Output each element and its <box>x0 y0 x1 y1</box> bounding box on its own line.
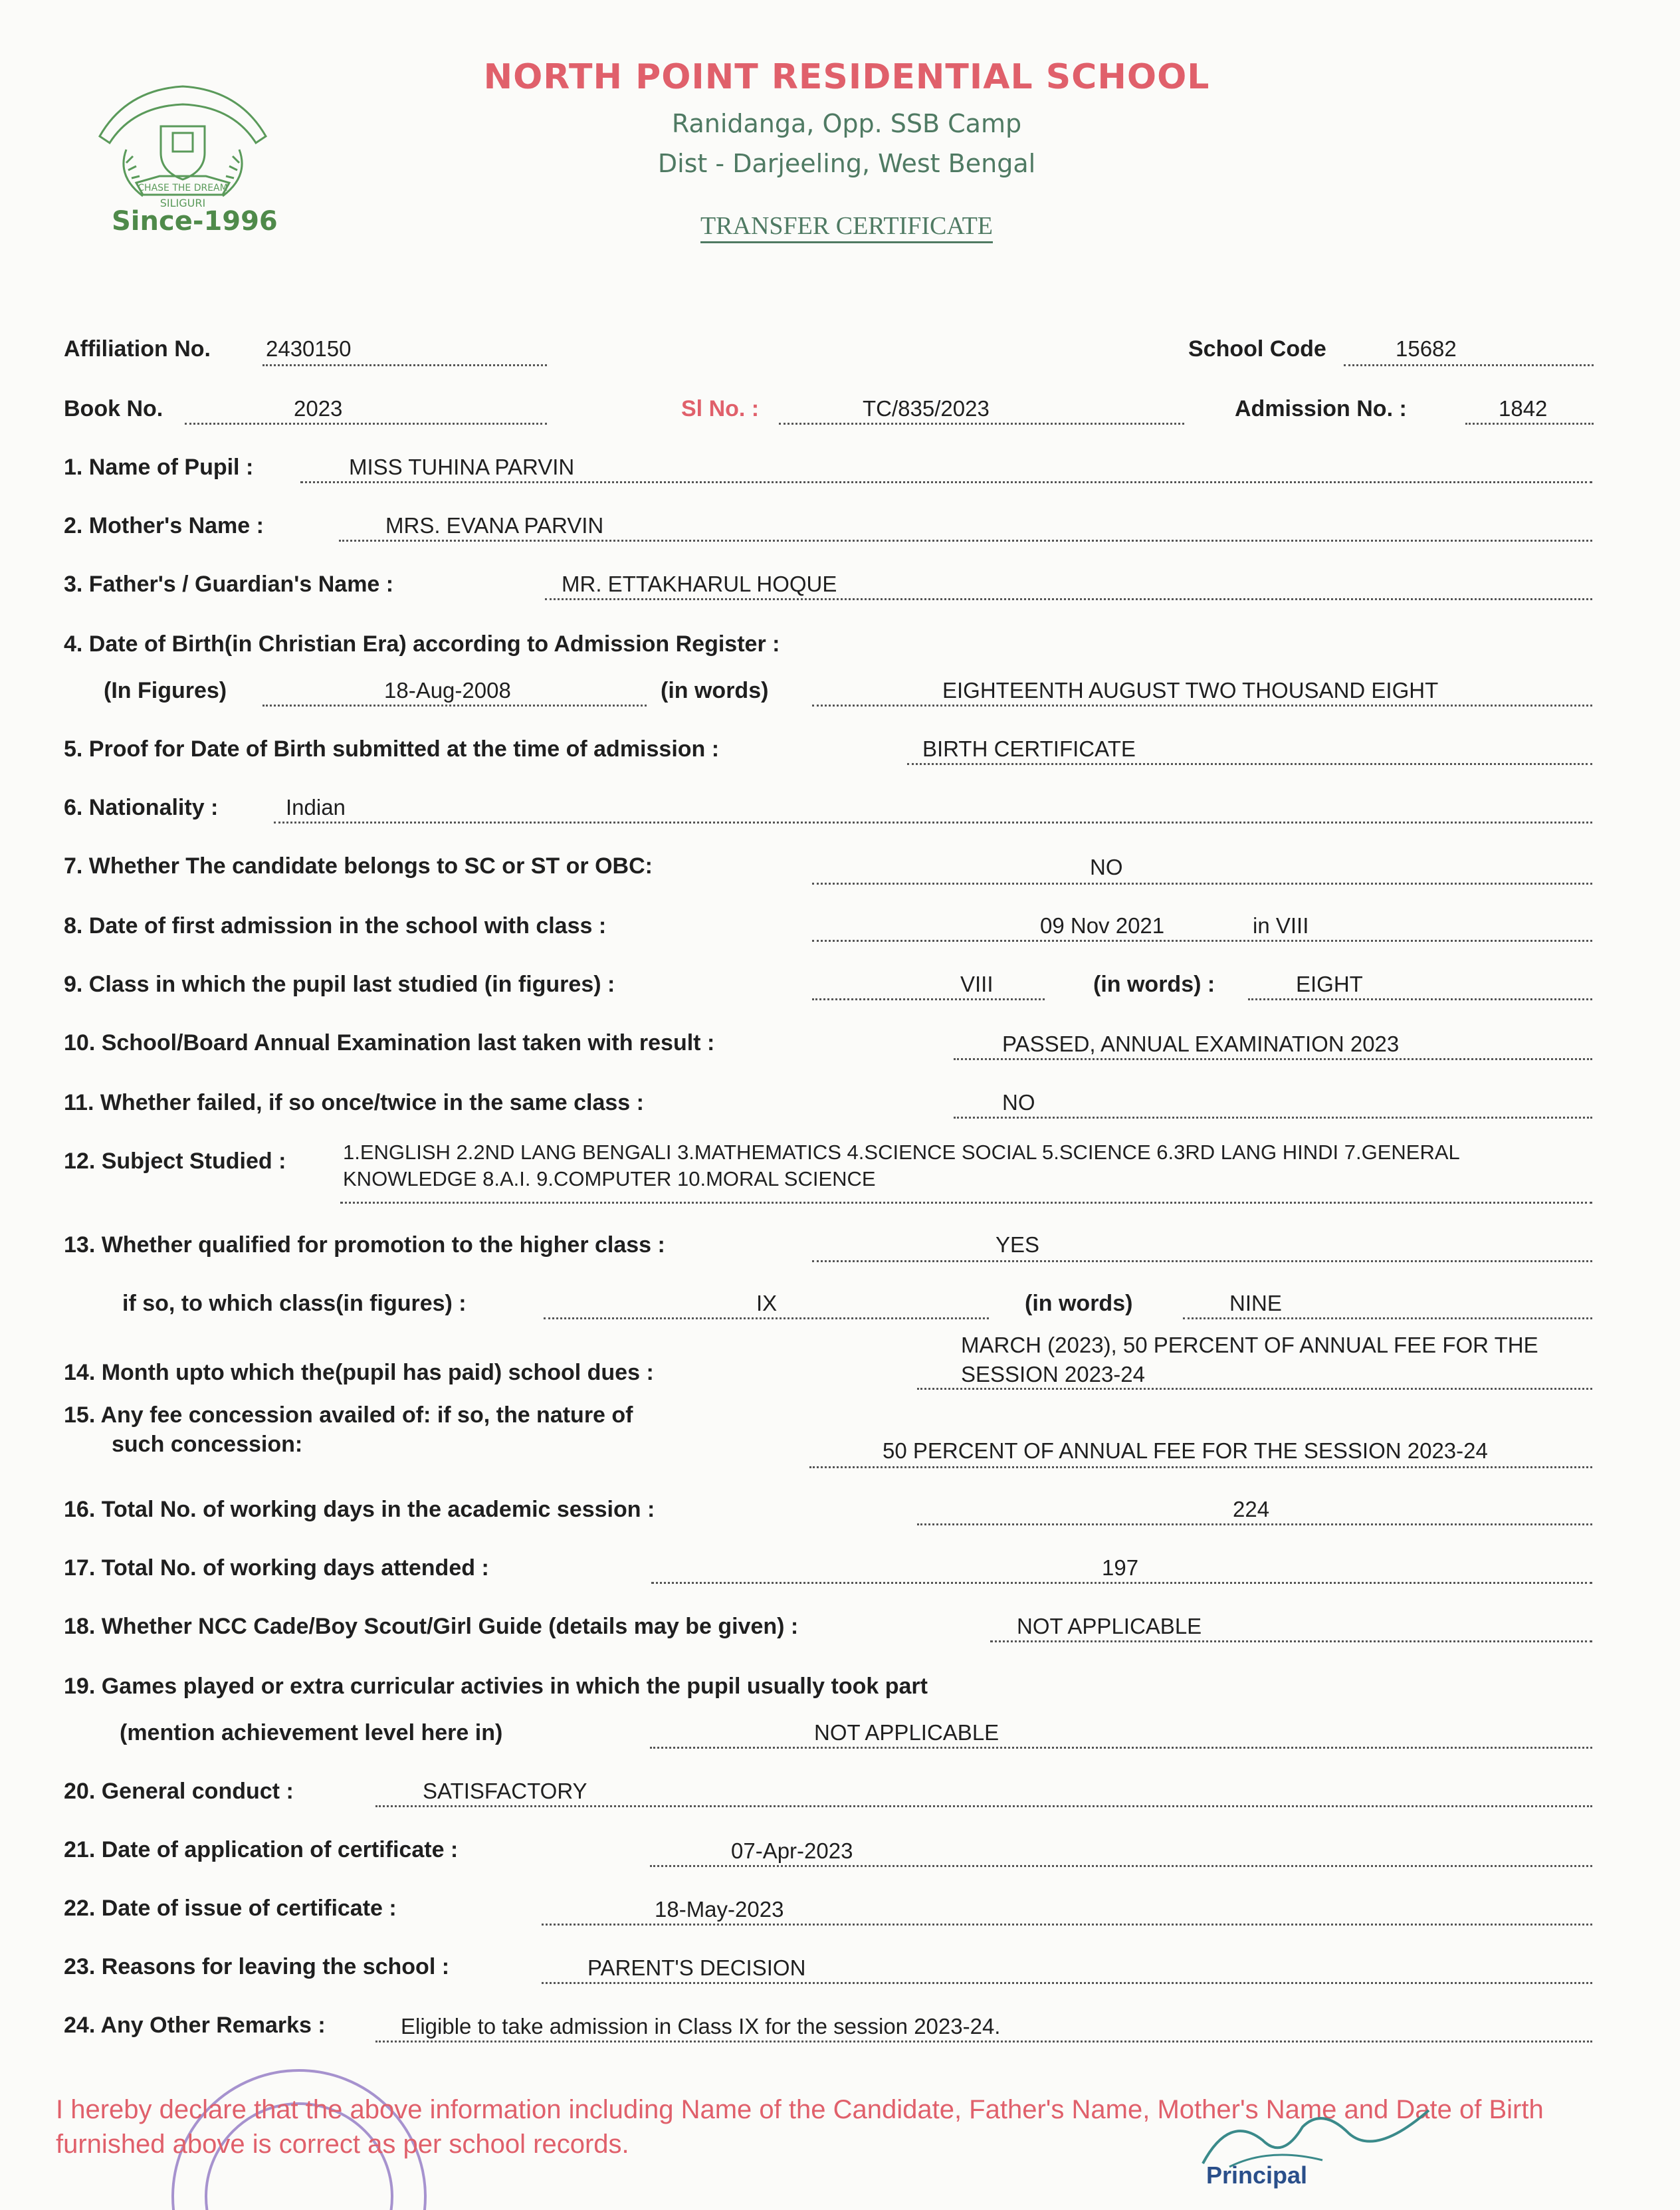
field-19b-label: (mention achievement level here in) <box>120 1720 503 1745</box>
field-13b-words-label: (in words) <box>1025 1291 1133 1316</box>
logo-city: SILIGURI <box>159 197 206 209</box>
field-7-line <box>812 883 1592 885</box>
school-name: NORTH POINT RESIDENTIAL SCHOOL <box>483 57 1210 97</box>
field-19-label: 19. Games played or extra curricular activies in which the pupil usually took part <box>64 1674 928 1699</box>
field-23-value: PARENT'S DECISION <box>587 1955 806 1980</box>
field-9-words: EIGHT <box>1296 972 1363 996</box>
field-17-line <box>651 1582 1592 1584</box>
field-4-figures-value: 18-Aug-2008 <box>384 678 511 703</box>
admission-label: Admission No. : <box>1235 396 1407 421</box>
field-19-value: NOT APPLICABLE <box>814 1720 999 1745</box>
field-14-label: 14. Month upto which the(pupil has paid) school dues : <box>64 1360 654 1385</box>
field-1-value: MISS TUHINA PARVIN <box>349 455 575 479</box>
sl-value: TC/835/2023 <box>863 396 990 421</box>
field-12-label: 12. Subject Studied : <box>64 1149 286 1174</box>
field-16-value: 224 <box>1233 1497 1270 1521</box>
field-19-line <box>650 1747 1592 1749</box>
field-18-label: 18. Whether NCC Cade/Boy Scout/Girl Guide (details may be given) : <box>64 1614 799 1639</box>
field-22-label: 22. Date of issue of certificate : <box>64 1896 397 1921</box>
school-code-label: School Code <box>1188 336 1326 362</box>
affiliation-line <box>262 364 547 366</box>
field-14-line <box>917 1388 1592 1390</box>
field-16-line <box>917 1523 1592 1525</box>
field-13b-figures-line <box>544 1317 989 1319</box>
field-5-line <box>907 763 1592 765</box>
address-line-2: Dist - Darjeeling, West Bengal <box>657 149 1036 178</box>
field-20-line <box>375 1805 1592 1807</box>
field-24-label: 24. Any Other Remarks : <box>64 2013 326 2038</box>
field-22-line <box>542 1924 1592 1926</box>
field-12-line <box>340 1202 1592 1204</box>
field-3-line <box>545 598 1592 600</box>
field-4-words-value: EIGHTEENTH AUGUST TWO THOUSAND EIGHT <box>942 678 1439 703</box>
address-line-1: Ranidanga, Opp. SSB Camp <box>671 109 1022 138</box>
field-17-value: 197 <box>1102 1555 1139 1580</box>
field-24-value: Eligible to take admission in Class IX for the session 2023-24. <box>401 2014 1001 2039</box>
book-line <box>185 423 547 425</box>
field-8-date: 09 Nov 2021 <box>1040 913 1165 938</box>
logo-motto: CHASE THE DREAM <box>138 183 228 193</box>
field-9-figures-line <box>812 998 1045 1000</box>
admission-line <box>1465 423 1594 425</box>
field-15-label-b: such concession: <box>112 1432 303 1457</box>
field-11-value: NO <box>1002 1090 1035 1115</box>
field-23-label: 23. Reasons for leaving the school : <box>64 1954 450 1979</box>
field-15-value: 50 PERCENT OF ANNUAL FEE FOR THE SESSION 2023-24 <box>883 1438 1488 1463</box>
field-2-label: 2. Mother's Name : <box>64 513 264 538</box>
field-9-words-label: (in words) : <box>1093 972 1215 997</box>
field-4-words-label: (in words) <box>661 678 769 703</box>
field-13b-words-line <box>1183 1317 1592 1319</box>
sl-line <box>779 423 1184 425</box>
certificate-title: TRANSFER CERTIFICATE <box>0 211 1680 241</box>
field-20-label: 20. General conduct : <box>64 1779 294 1804</box>
field-10-label: 10. School/Board Annual Examination last taken with result : <box>64 1030 715 1055</box>
field-6-line <box>274 822 1592 824</box>
field-13b-figures: IX <box>756 1291 778 1315</box>
field-4-figures-line <box>262 705 647 707</box>
field-3-value: MR. ETTAKHARUL HOQUE <box>562 572 837 596</box>
declaration-text: I hereby declare that the above information including Name of the Candidate, Father's Name, Mother's Name and Date of Birth furnished above is correct as per school records. <box>56 2095 1544 2159</box>
field-8-line <box>812 940 1592 942</box>
field-9-words-line <box>1248 998 1592 1000</box>
field-8-label: 8. Date of first admission in the school with class : <box>64 913 607 939</box>
field-18-value: NOT APPLICABLE <box>1017 1614 1202 1638</box>
field-5-value: BIRTH CERTIFICATE <box>922 736 1136 761</box>
field-21-line <box>650 1865 1592 1867</box>
field-7-label: 7. Whether The candidate belongs to SC or ST or OBC: <box>64 853 653 879</box>
field-13b-label: if so, to which class(in figures) : <box>122 1291 467 1316</box>
field-3-label: 3. Father's / Guardian's Name : <box>64 572 394 597</box>
book-label: Book No. <box>64 396 163 421</box>
field-4-label: 4. Date of Birth(in Christian Era) according to Admission Register : <box>64 631 780 657</box>
field-10-line <box>954 1058 1592 1060</box>
school-code-line <box>1344 364 1594 366</box>
field-21-label: 21. Date of application of certificate : <box>64 1837 459 1862</box>
field-20-value: SATISFACTORY <box>423 1779 587 1803</box>
field-1-line <box>300 481 1592 483</box>
field-13-value: YES <box>996 1232 1040 1257</box>
field-14-value: MARCH (2023), 50 PERCENT OF ANNUAL FEE FOR THE SESSION 2023-24 <box>961 1333 1538 1386</box>
field-22-value: 18-May-2023 <box>655 1897 784 1922</box>
affiliation-value: 2430150 <box>266 336 352 361</box>
school-code-value: 15682 <box>1396 336 1457 361</box>
field-6-value: Indian <box>286 795 346 820</box>
field-2-line <box>339 540 1592 542</box>
book-value: 2023 <box>294 396 343 421</box>
field-16-label: 16. Total No. of working days in the academic session : <box>64 1497 655 1522</box>
field-18-line <box>990 1640 1592 1642</box>
field-4-words-line <box>812 705 1592 707</box>
field-9-figures: VIII <box>960 972 994 996</box>
field-11-line <box>954 1117 1592 1119</box>
field-15-line <box>809 1466 1592 1468</box>
field-13-label: 13. Whether qualified for promotion to the higher class : <box>64 1232 665 1258</box>
field-8-class: in VIII <box>1253 913 1309 938</box>
field-5-label: 5. Proof for Date of Birth submitted at the time of admission : <box>64 736 720 762</box>
field-13-line <box>812 1260 1592 1262</box>
field-2-value: MRS. EVANA PARVIN <box>385 513 604 538</box>
field-11-label: 11. Whether failed, if so once/twice in the same class : <box>64 1090 644 1115</box>
affiliation-label: Affiliation No. <box>64 336 211 362</box>
field-1-label: 1. Name of Pupil : <box>64 455 254 480</box>
since-year: Since-1996 <box>112 206 278 237</box>
field-6-label: 6. Nationality : <box>64 795 219 820</box>
field-7-value: NO <box>1090 855 1123 879</box>
field-9-label: 9. Class in which the pupil last studied (in figures) : <box>64 972 615 997</box>
field-10-value: PASSED, ANNUAL EXAMINATION 2023 <box>1002 1032 1400 1056</box>
field-24-line <box>375 2041 1592 2043</box>
admission-value: 1842 <box>1499 396 1548 421</box>
field-17-label: 17. Total No. of working days attended : <box>64 1555 489 1581</box>
field-4-figures-label: (In Figures) <box>104 678 227 703</box>
field-23-line <box>542 1982 1592 1984</box>
field-15-label-a: 15. Any fee concession availed of: if so, the nature of <box>64 1402 633 1428</box>
field-12-value: 1.ENGLISH 2.2ND LANG BENGALI 3.MATHEMATICS 4.SCIENCE SOCIAL 5.SCIENCE 6.3RD LANG HINDI 7.GENERAL KNOWLEDGE 8.A.I. 9.COMPUTER 10.MORAL SCIENCE <box>343 1141 1459 1190</box>
sl-label: Sl No. : <box>681 396 760 421</box>
field-21-value: 07-Apr-2023 <box>731 1838 853 1863</box>
field-13b-words: NINE <box>1229 1291 1282 1315</box>
principal-label: Principal <box>1206 2161 1308 2189</box>
